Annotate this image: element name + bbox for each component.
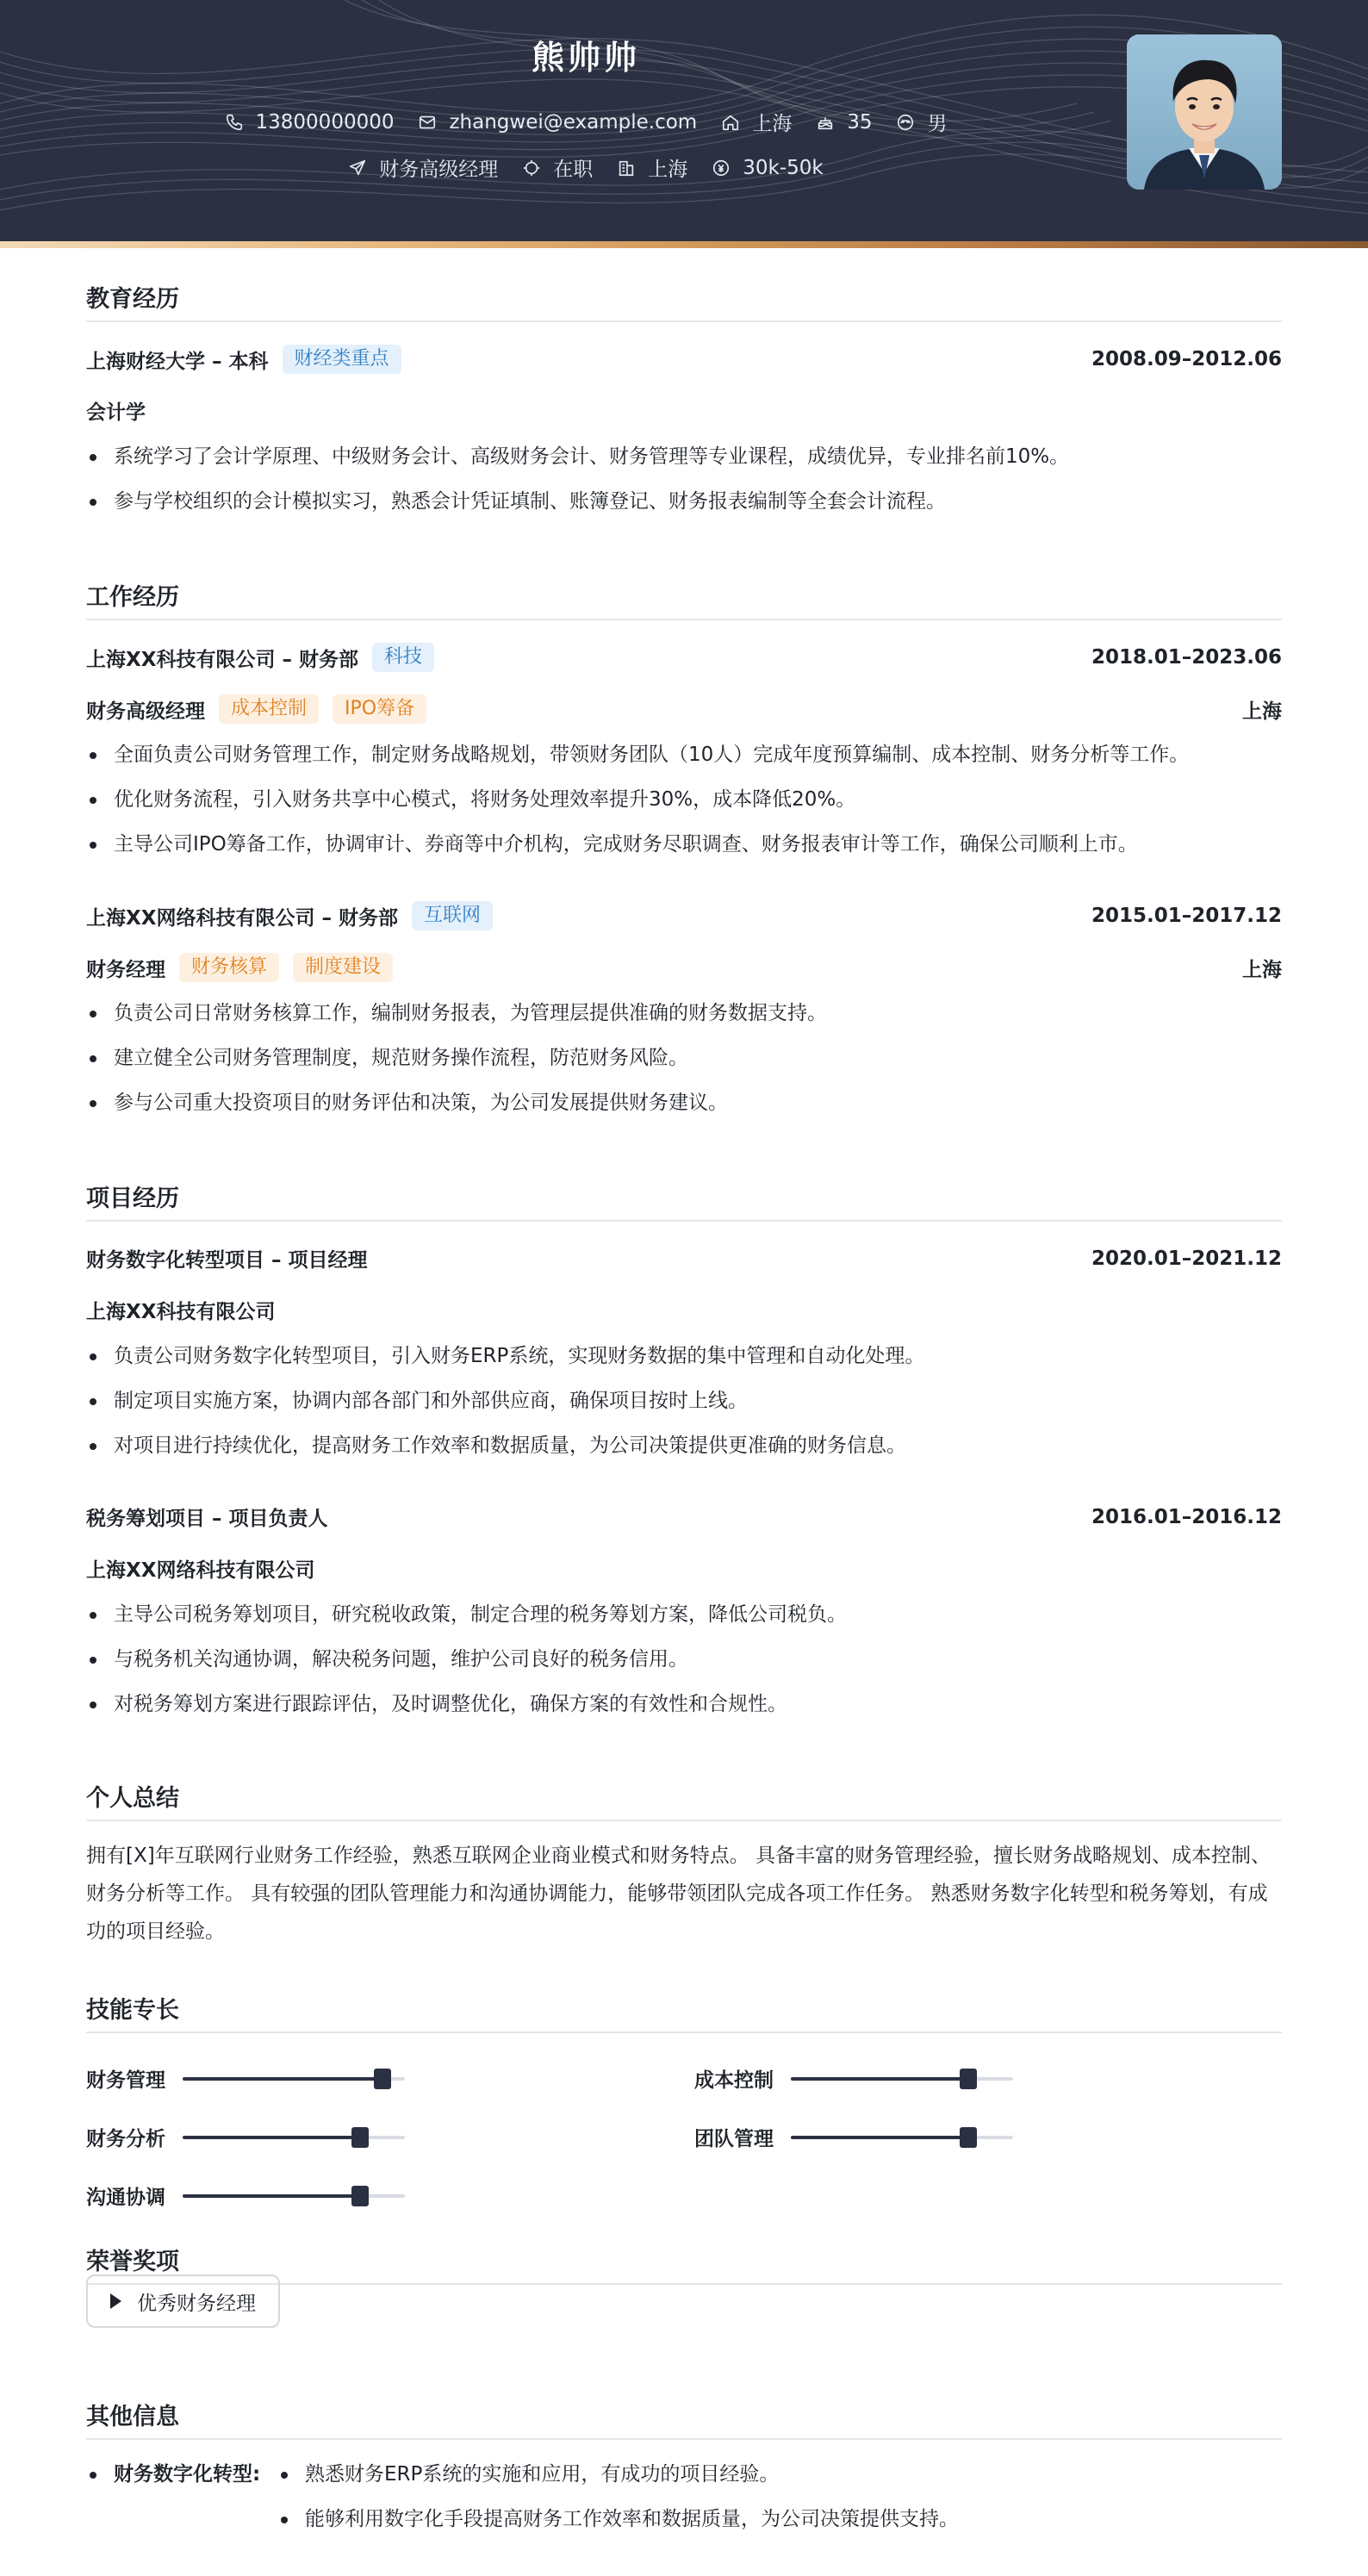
list-item: 参与公司重大投资项目的财务评估和决策，为公司发展提供财务建议。: [86, 1080, 1282, 1125]
position-row: [86, 694, 1282, 724]
projects-section: [86, 1182, 1282, 1715]
other-section: [86, 2400, 1282, 2530]
project-company-row: [86, 1554, 1282, 1583]
skill-label: 沟通协调: [86, 2187, 165, 2209]
industry-tag: 互联网: [412, 901, 493, 930]
list-item: 对税务筹划方案进行跟踪评估，及时调整优化，确保方案的有效性和合规性。: [86, 1682, 1282, 1727]
candidate-name: 熊帅帅: [531, 39, 640, 77]
skill-track: [791, 2136, 1013, 2139]
project-company-row: [86, 1296, 1282, 1324]
section-divider: [86, 1220, 1282, 1222]
building-icon: [617, 159, 636, 177]
project-name: 税务筹划项目 – 项目负责人: [86, 1508, 328, 1530]
list-item: 能够利用数字化手段提高财务工作效率和数据质量，为公司决策提供支持。: [277, 2497, 1277, 2542]
city-text: 上海: [648, 159, 688, 181]
header-accent-bar: [0, 241, 1368, 248]
city-item: [617, 153, 687, 182]
gender-item: [896, 108, 947, 136]
age-text: 35: [847, 110, 873, 134]
skill-label: 财务分析: [86, 2128, 165, 2150]
job-title-item: [348, 153, 498, 182]
project-company: 上海XX科技有限公司: [86, 1301, 276, 1323]
other-label: 财务数字化转型:: [86, 2452, 260, 2497]
list-item: 系统学习了会计学原理、中级财务会计、高级财务会计、财务管理等专业课程，成绩优异，专业排名前10%。: [86, 434, 1282, 479]
summary-text: 拥有[X]年互联网行业财务工作经验，熟悉互联网企业商业模式和财务特点。 具备丰富的财务管理经验，擅长财务战略规划、成本控制、财务分析等工作。 具有较强的团队管理能力和沟通协调能力，能够带领团队完成各项工作任务。 熟悉财务数字化转型和税务筹划，有成功的项目经验。: [86, 1845, 1272, 1943]
education-header-row: [86, 345, 1282, 374]
salary-text: 30k-50k: [743, 156, 824, 179]
send-icon: [348, 159, 367, 177]
skill-label: 成本控制: [694, 2069, 774, 2092]
play-icon: [110, 2293, 121, 2309]
section-divider: [86, 619, 1282, 620]
skill-item: [694, 2064, 1013, 2093]
section-title: 其他信息: [86, 2404, 179, 2430]
phone-text: 13800000000: [255, 110, 395, 134]
awards-section: [86, 2245, 1282, 2315]
education-bullets: [86, 434, 1282, 524]
gender-text: 男: [927, 113, 948, 135]
project-bullets: [86, 1334, 1282, 1468]
skill-fill: [183, 2077, 382, 2081]
section-title: 荣誉奖项: [86, 2249, 179, 2275]
section-title: 个人总结: [86, 1785, 179, 1812]
skill-tag: 财务核算: [179, 953, 279, 982]
list-item: 制定项目实施方案，协调内部各部门和外部供应商，确保项目按时上线。: [86, 1378, 1282, 1423]
skill-item: [86, 2064, 405, 2093]
job-bullets: [86, 732, 1282, 867]
job-bullets: [86, 991, 1282, 1125]
skill-track: [183, 2194, 405, 2198]
section-divider: [86, 1820, 1282, 1821]
section-title: 工作经历: [86, 584, 179, 611]
list-item: 参与学校组织的会计模拟实习，熟悉会计凭证填制、账簿登记、财务报表编制等全套会计流程。: [86, 479, 1282, 524]
company-name: 上海XX网络科技有限公司 – 财务部: [86, 906, 398, 930]
skill-track: [183, 2136, 405, 2139]
list-item: 主导公司IPO筹备工作，协调审计、券商等中介机构，完成财务尽职调查、财务报表审计等工作，确保公司顺利上市。: [86, 822, 1282, 867]
skill-track: [183, 2077, 405, 2081]
position-title: 财务经理: [86, 958, 165, 981]
other-bullets: [277, 2452, 1277, 2542]
section-divider: [86, 2032, 1282, 2033]
status-text: 在职: [553, 159, 594, 181]
education-section: [86, 283, 1282, 513]
section-title: 技能专长: [86, 1997, 179, 2024]
skill-label: 财务管理: [86, 2069, 165, 2092]
skill-knob: [960, 2127, 977, 2148]
skill-item: [86, 2123, 405, 2151]
skill-fill: [183, 2136, 360, 2139]
job-location: 上海: [1242, 700, 1282, 723]
home-icon: [721, 113, 740, 132]
list-item: 与税务机关沟通协调，解决税务问题，维护公司良好的税务信用。: [86, 1637, 1282, 1682]
project-bullets: [86, 1592, 1282, 1727]
skill-item: [694, 2123, 1013, 2151]
skill-item: [86, 2181, 405, 2210]
job-header-row: [86, 901, 1282, 930]
skill-fill: [183, 2194, 360, 2198]
salary-item: [712, 157, 823, 179]
list-item: 全面负责公司财务管理工作，制定财务战略规划，带领财务团队（10人）完成年度预算编制、成本控制、财务分析等工作。: [86, 732, 1282, 777]
skill-knob: [351, 2127, 369, 2148]
job-header-row: [86, 643, 1282, 672]
major-name: 会计学: [86, 401, 146, 424]
summary-section: [86, 1782, 1282, 1943]
email-text: zhangwei@example.com: [449, 110, 698, 134]
section-divider: [86, 2438, 1282, 2440]
company-name: 上海XX科技有限公司 – 财务部: [86, 648, 358, 671]
project-header-row: [86, 1503, 1282, 1531]
skill-label: 团队管理: [694, 2128, 774, 2150]
phone-item: [225, 111, 395, 134]
education-date: 2008.09–2012.06: [1091, 348, 1282, 370]
contact-row: [0, 108, 1172, 136]
list-item: 对项目进行持续优化，提高财务工作效率和数据质量，为公司决策提供更准确的财务信息。: [86, 1423, 1282, 1468]
award-badge: [86, 2274, 280, 2328]
job-intent-row: [0, 153, 1172, 182]
job-title-text: 财务高级经理: [379, 159, 499, 181]
skill-knob: [374, 2069, 391, 2089]
money-icon: [712, 159, 731, 177]
hometown-text: 上海: [752, 113, 793, 135]
position-row: [86, 953, 1282, 982]
skill-tag: 成本控制: [219, 694, 319, 724]
list-item: 优化财务流程，引入财务共享中心模式，将财务处理效率提升30%，成本降低20%。: [86, 777, 1282, 822]
skill-knob: [351, 2186, 369, 2206]
position-title: 财务高级经理: [86, 700, 205, 723]
avatar: [1127, 34, 1282, 190]
email-item: [418, 111, 697, 134]
job-date: 2018.01–2023.06: [1091, 646, 1282, 669]
school-tag: 财经类重点: [283, 345, 401, 374]
status-icon: [522, 159, 541, 177]
list-item: 负责公司日常财务核算工作，编制财务报表，为管理层提供准确的财务数据支持。: [86, 991, 1282, 1036]
project-header-row: [86, 1244, 1282, 1272]
project-date: 2016.01–2016.12: [1091, 1505, 1282, 1528]
section-divider: [86, 320, 1282, 322]
job-location: 上海: [1242, 958, 1282, 981]
skill-fill: [791, 2077, 968, 2081]
list-item: 熟悉财务ERP系统的实施和应用，有成功的项目经验。: [277, 2452, 1277, 2497]
skill-tag: 制度建设: [293, 953, 393, 982]
school-name: 上海财经大学 – 本科: [86, 350, 269, 373]
skill-knob: [960, 2069, 977, 2089]
industry-tag: 科技: [372, 643, 434, 672]
skill-tag: IPO筹备: [333, 694, 426, 724]
award-label: 优秀财务经理: [137, 2292, 256, 2315]
gender-icon: [896, 113, 915, 132]
project-date: 2020.01–2021.12: [1091, 1247, 1282, 1270]
section-title: 项目经历: [86, 1185, 179, 1212]
hometown-item: [721, 108, 792, 136]
section-title: 教育经历: [86, 286, 179, 313]
status-item: [522, 153, 593, 182]
major-row: [86, 396, 1282, 425]
project-company: 上海XX网络科技有限公司: [86, 1559, 315, 1582]
skill-track: [791, 2077, 1013, 2081]
list-item: 建立健全公司财务管理制度，规范财务操作流程，防范财务风险。: [86, 1036, 1282, 1080]
project-name: 财务数字化转型项目 – 项目经理: [86, 1249, 368, 1272]
skill-fill: [791, 2136, 968, 2139]
resume-header: [0, 0, 1368, 241]
list-item: 负责公司财务数字化转型项目，引入财务ERP系统，实现财务数据的集中管理和自动化处理。: [86, 1334, 1282, 1378]
cake-icon: [816, 113, 835, 132]
skills-section: [86, 1994, 1282, 2209]
job-date: 2015.01–2017.12: [1091, 905, 1282, 927]
age-item: [816, 111, 872, 134]
portrait-photo: [1127, 34, 1282, 190]
work-section: [86, 581, 1282, 1114]
mail-icon: [418, 113, 437, 132]
phone-icon: [225, 113, 244, 132]
list-item: 主导公司税务筹划项目，研究税收政策，制定合理的税务筹划方案，降低公司税负。: [86, 1592, 1282, 1637]
